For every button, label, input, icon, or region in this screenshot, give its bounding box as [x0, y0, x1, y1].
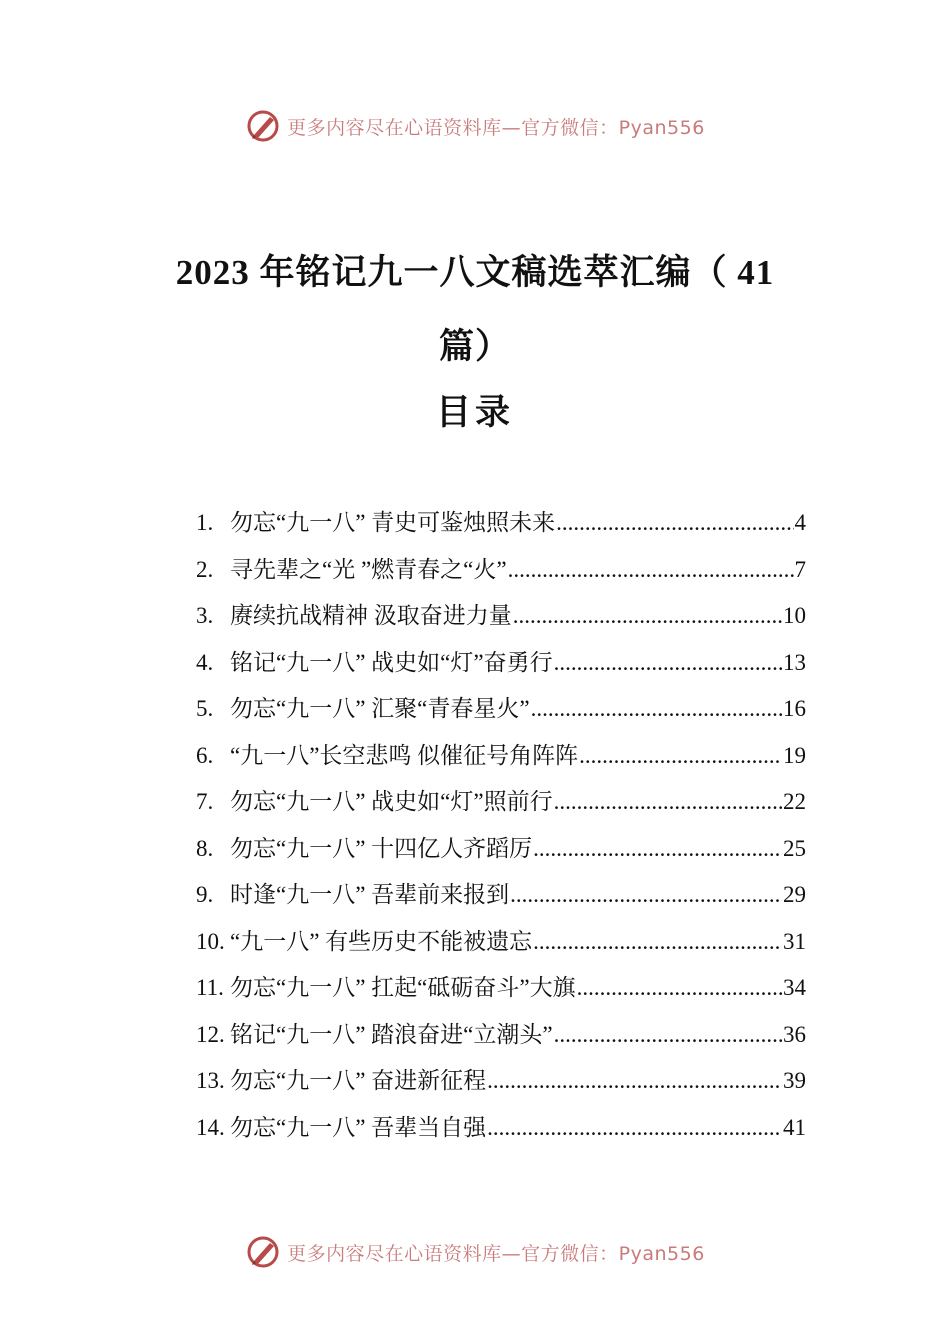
toc-entry-number: 1. — [196, 510, 214, 535]
toc-entry-page: 13 — [783, 649, 806, 675]
toc-entry-title: 铭记“九一八” 踏浪奋进“立潮头” — [230, 1021, 553, 1047]
toc-leader-dots — [577, 965, 782, 1012]
toc-entry-title: 勿忘“九一八” 吾辈当自强 — [230, 1114, 487, 1140]
watermark-text: 更多内容尽在心语资料库—官方微信：Pyan556 — [287, 116, 705, 139]
toc-entry[interactable] — [196, 593, 806, 640]
toc-leader-dots — [554, 640, 782, 687]
toc-entry[interactable] — [196, 779, 806, 826]
toc-entry[interactable] — [196, 640, 806, 687]
toc-entry-number: 2. — [196, 556, 214, 582]
toc-entry-page: 39 — [783, 1068, 806, 1093]
pen-logo-icon — [245, 1234, 281, 1270]
toc-entry-number: 7. — [196, 789, 214, 814]
toc-entry-page: 22 — [783, 789, 806, 814]
toc-entry[interactable] — [196, 686, 806, 733]
toc-entry-title: “九一八” 有些历史不能被遗忘 — [230, 928, 533, 954]
toc-entry-title: 勿忘“九一八” 青史可鉴烛照未来 — [230, 510, 556, 535]
toc-leader-dots — [487, 1058, 782, 1105]
toc-leader-dots — [510, 872, 782, 919]
document-title: 2023 年铭记九一八文稿选萃汇编（ 41 篇） — [175, 253, 775, 366]
toc-leader-dots — [533, 826, 782, 873]
watermark-bottom — [0, 1232, 950, 1272]
toc-entry-number: 3. — [196, 603, 214, 628]
toc-entry-title: 勿忘“九一八” 奋进新征程 — [230, 1068, 487, 1093]
toc-leader-dots — [579, 733, 782, 780]
toc-entry[interactable] — [196, 500, 806, 547]
toc-entry-number: 4. — [196, 649, 214, 675]
watermark-text: 更多内容尽在心语资料库—官方微信：Pyan556 — [287, 1242, 705, 1265]
toc-entry[interactable] — [196, 1012, 806, 1059]
toc-entry-number: 12. — [196, 1021, 225, 1047]
toc-entry[interactable] — [196, 733, 806, 780]
toc-heading: 目录 — [435, 393, 514, 432]
toc-entry-title: 赓续抗战精神 汲取奋进力量 — [230, 603, 512, 628]
toc-entry[interactable] — [196, 826, 806, 873]
toc-entry[interactable] — [196, 919, 806, 966]
table-of-contents — [196, 500, 806, 1151]
toc-leader-dots — [513, 593, 782, 640]
toc-entry-number: 6. — [196, 742, 214, 768]
toc-entry-title: 铭记“九一八” 战史如“灯”奋勇行 — [230, 649, 553, 675]
toc-entry[interactable] — [196, 965, 806, 1012]
toc-entry-title: 时逢“九一八” 吾辈前来报到 — [230, 882, 510, 907]
toc-entry[interactable] — [196, 1058, 806, 1105]
watermark-top — [0, 106, 950, 146]
toc-entry-number: 9. — [196, 882, 214, 907]
toc-entry-page: 36 — [783, 1021, 806, 1047]
toc-entry-page: 10 — [783, 603, 806, 628]
toc-leader-dots — [533, 919, 782, 966]
toc-entry-number: 13. — [196, 1068, 225, 1093]
toc-entry-page: 29 — [783, 882, 806, 907]
toc-entry[interactable] — [196, 1105, 806, 1152]
toc-entry-number: 8. — [196, 835, 214, 861]
toc-entry-page: 7 — [794, 556, 806, 582]
toc-entry-page: 41 — [783, 1114, 806, 1140]
toc-entry-title: “九一八”长空悲鸣 似催征号角阵阵 — [230, 742, 579, 768]
toc-entry-page: 34 — [783, 975, 806, 1000]
toc-entry-page: 4 — [794, 510, 806, 535]
toc-entry-page: 19 — [783, 742, 806, 768]
toc-leader-dots — [508, 547, 794, 594]
toc-entry-title: 勿忘“九一八” 战史如“灯”照前行 — [230, 789, 553, 814]
toc-leader-dots — [556, 500, 793, 547]
toc-entry-number: 10. — [196, 928, 225, 954]
toc-entry-title: 勿忘“九一八” 十四亿人齐蹈厉 — [230, 835, 533, 861]
toc-entry-page: 31 — [783, 928, 806, 954]
toc-entry-number: 11. — [196, 975, 224, 1000]
toc-leader-dots — [554, 1012, 782, 1059]
toc-entry-number: 14. — [196, 1114, 225, 1140]
toc-entry-page: 16 — [783, 696, 806, 721]
toc-entry-title: 勿忘“九一八” 汇聚“青春星火” — [230, 696, 530, 721]
pen-logo-icon — [245, 108, 281, 144]
toc-entry-title: 勿忘“九一八” 扛起“砥砺奋斗”大旗 — [230, 975, 576, 1000]
toc-entry-title: 寻先辈之“光 ”燃青春之“火” — [230, 556, 507, 582]
toc-entry[interactable] — [196, 872, 806, 919]
toc-leader-dots — [554, 779, 782, 826]
toc-entry-page: 25 — [783, 835, 806, 861]
toc-leader-dots — [531, 686, 782, 733]
toc-entry-number: 5. — [196, 696, 214, 721]
toc-leader-dots — [487, 1105, 782, 1152]
toc-entry[interactable] — [196, 547, 806, 594]
